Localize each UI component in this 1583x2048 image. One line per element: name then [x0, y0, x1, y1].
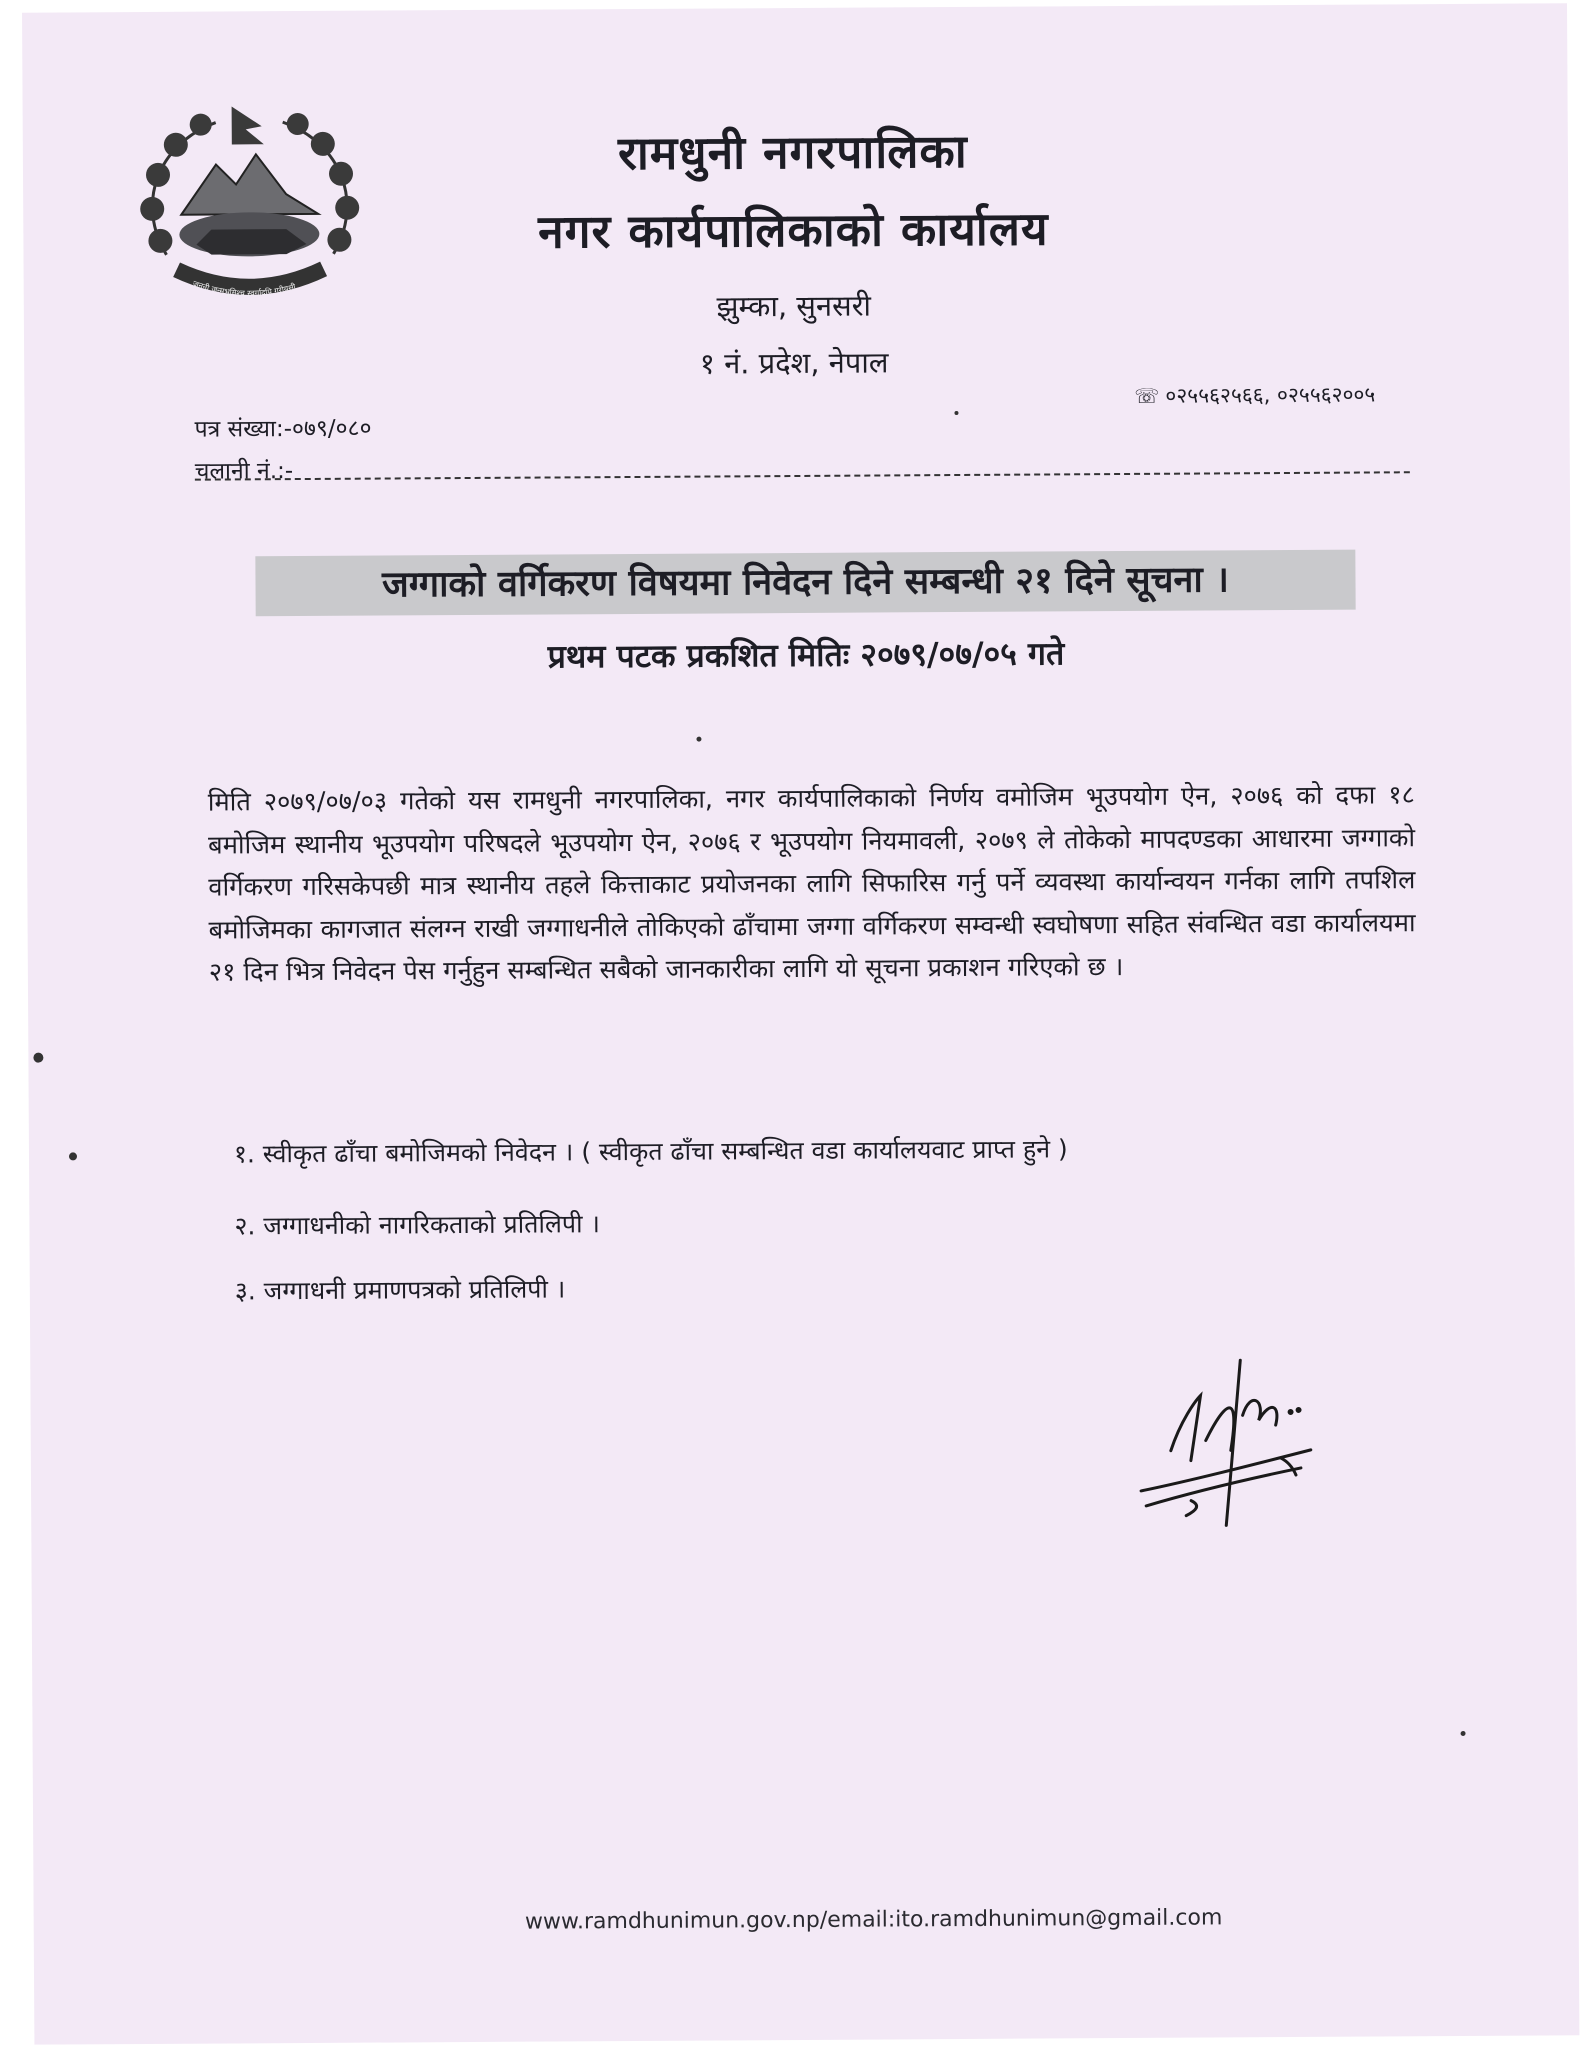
signature: [1130, 1340, 1321, 1531]
telephone-icon: ☏: [1134, 383, 1160, 408]
scan-speck: [696, 737, 701, 742]
address-line-1: झुम्का, सुनसरी: [716, 288, 872, 324]
requirement-item: १. स्वीकृत ढाँचा बमोजिमको निवेदन । ( स्वीकृत ढाँचा सम्बन्धित वडा कार्यालयवाट प्राप्त हुने ): [233, 1134, 1068, 1169]
address-line-2: १ नं. प्रदेश, नेपाल: [699, 345, 889, 381]
scan-speck: [954, 411, 958, 415]
scan-speck: [69, 1152, 77, 1160]
scan-speck: [1461, 1731, 1466, 1736]
notice-page: [22, 3, 1579, 2044]
phone-text: ०२५५६२५६६, ०२५५६२००५: [1165, 382, 1376, 408]
nepal-emblem-icon: [136, 104, 364, 312]
dispatch-number: चलानी नं.:-: [194, 458, 294, 485]
letter-number: पत्र संख्या:-०७९/०८०: [194, 415, 372, 443]
emblem-motto: जननी जन्मभूमिश्च स्वर्गादपि गरीयसी: [191, 279, 297, 298]
requirement-item: ३. जग्गाधनी प्रमाणपत्रको प्रतिलिपी ।: [234, 1274, 566, 1306]
notice-title: जग्गाको वर्गिकरण विषयमा निवेदन दिने सम्बन्धी २१ दिने सूचना ।: [255, 550, 1355, 617]
office-subtitle: नगर कार्यपालिकाको कार्यालय: [537, 201, 1049, 259]
footer-contact: www.ramdhunimun.gov.np/email:ito.ramdhunimun@gmail.com: [524, 1905, 1223, 1935]
header-divider: [195, 471, 1410, 480]
notice-body: मिति २०७९/०७/०३ गतेको यस रामधुनी नगरपालिका, नगर कार्यपालिकाको निर्णय वमोजिम भूउपयोग ऐन, २०७६ को दफा १८ बमोजिम स्थानीय भूउपयोग परिषदले भूउपयोग ऐन, २०७६ र भूउपयोग नियमावली, २०७९ ले तोकेको मापदण्डका आधारमा जग्गाको वर्गिकरण गरिसकेपछी मात्र स्थानीय तहले कित्ताकाट प्रयोजनका लागि सिफारिस गर्नु पर्ने व्यवस्था कार्यान्वयन गर्नका लागि तपशिल बमोजिमका कागजात संलग्न राखी जग्गाधनीले तोकिएको ढाँचामा जग्गा वर्गिकरण सम्वन्धी स्वघोषणा सहित संवन्धित वडा कार्यालयमा २१ दिन भित्र निवेदन पेस गर्नुहुन सम्बन्धित सबैको जानकारीका लागि यो सूचना प्रकाशन गरिएको छ ।: [207, 780, 1416, 988]
publish-date: प्रथम पटक प्रकशित मितिः २०७९/०७/०५ गते: [547, 634, 1065, 676]
scan-speck: [33, 1053, 43, 1063]
office-name: रामधुनी नगरपालिका: [617, 123, 968, 181]
phone-numbers: [1134, 380, 1375, 409]
requirement-item: २. जग्गाधनीको नागरिकताको प्रतिलिपी ।: [234, 1209, 601, 1241]
